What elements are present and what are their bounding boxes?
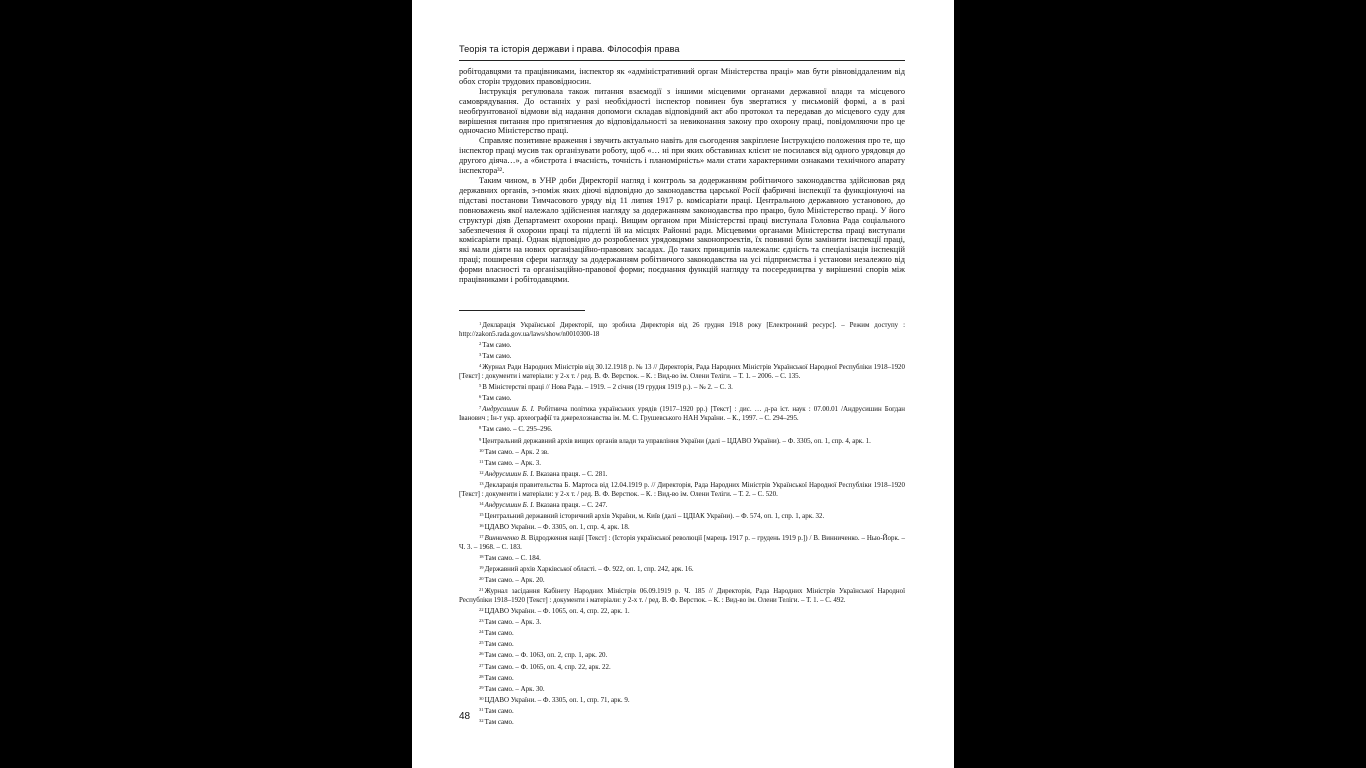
- footnote-number: 16: [479, 522, 484, 528]
- paragraph: Таким чином, в УНР доби Директорії нагляд і контроль за додержанням робітничого законодавства здійснював ряд державних органів, з-поміж яких діючі відповідно до законодавства царської Росії фабричні інспекції та функціонуючі на підставі постанови Тимчасового уряду від 11 липня 1917 р. комісаріати праці. Центральною державною установою, до повноважень якої належало здійснення нагляду за додержанням законодавства про працю, було Міністерство праці. У його структурі діяв Департамент охорони праці. Вищим органом при Міністерстві праці виступала Головна Рада соціального забезпечення й охорони праці та підлеглі їй на місцях Районні ради. Місцевими органами Міністерства праці виступали комісаріати праці. Однак відповідно до розроблених урядовцями законопроектів, їх повинні були замінити інспекції праці, які мали діяти на нових організаційно-правових засадах. До таких принципів належали: єдність та спеціалізація інспекцій праці; поширення сфери нагляду за додержанням робітничого законодавства на усі підприємства і установи незалежно від форми власності та організаційно-правової форми; поєднання функцій нагляду та посередництва у вирішенні спорів між працівниками і робітодавцями.: [459, 175, 905, 285]
- running-head: Теорія та історія держави і права. Філософія права: [459, 44, 680, 54]
- footnote: [459, 423, 905, 434]
- footnote: [459, 661, 905, 672]
- footnote-number: 20: [479, 576, 484, 582]
- footnote-number: 15: [479, 511, 484, 517]
- footnote-number: 6: [479, 394, 482, 400]
- footnote: [459, 435, 905, 446]
- footnote-author: Андрусишин Б. І.: [484, 500, 535, 509]
- footnote: [459, 403, 905, 423]
- footnote-number: 12: [479, 469, 484, 475]
- footnote: [459, 510, 905, 521]
- footnote: [459, 532, 905, 552]
- footnote-text: Там само. – Ф. 1065, оп. 4, спр. 22, арк. 22.: [484, 662, 611, 671]
- footnote-text: В Міністерстві праці // Нова Рада. – 1919. – 2 січня (19 грудня 1919 р.). – № 2. – С. 3.: [482, 383, 733, 392]
- footnote-number: 22: [479, 607, 484, 613]
- header-rule: [459, 60, 905, 61]
- footnote-text: Там само.: [484, 640, 514, 649]
- footnote-text: Там само.: [484, 717, 514, 726]
- footnote-text: Державний архів Харківської області. – Ф. 922, оп. 1, спр. 242, арк. 16.: [484, 565, 694, 574]
- footnote-text: Там само. – Арк. 30.: [484, 684, 545, 693]
- footnote: [459, 563, 905, 574]
- footnote-number: 27: [479, 662, 484, 668]
- footnote: [459, 574, 905, 585]
- footnote: [459, 585, 905, 605]
- footnote-number: 1: [479, 321, 482, 326]
- footnote-author: Андрусишин Б. І.: [482, 405, 535, 414]
- footnote-number: 3: [479, 352, 482, 358]
- footnote-number: 28: [479, 673, 484, 679]
- footnote: [459, 479, 905, 499]
- footnote-author: Андрусишин Б. І.: [484, 469, 535, 478]
- footnote: [459, 638, 905, 649]
- footnote-number: 5: [479, 383, 482, 389]
- footnote-text: Там само.: [482, 394, 512, 403]
- footnote: [459, 627, 905, 638]
- footnote: [459, 552, 905, 563]
- footnote-text: Центральний державний історичний архів України, м. Київ (далі – ЦДІАК України). – Ф. 574, оп. 1, спр. 1, арк. 32.: [484, 511, 825, 520]
- footnote: [459, 616, 905, 627]
- footnote-text: Там само. – Арк. 3.: [484, 618, 542, 627]
- footnote: [459, 716, 905, 727]
- footnote-text: Декларація правительства Б. Мартоса від 12.04.1919 р. // Директорія, Рада Народних Міністрів Української Народної Республіки 1918–1920 [Текст] : документи і матеріали: у 2-х т. / ред. В. Ф. Верстюк. – К. : Вид-во ім. Олени Теліги. – Т. 2. – С. 520.: [459, 480, 905, 498]
- footnote-text: Там само.: [484, 673, 514, 682]
- footnote-number: 30: [479, 695, 484, 701]
- footnote-number: 9: [479, 436, 482, 442]
- footnote-number: 26: [479, 651, 484, 657]
- footnote-text: Там само.: [484, 706, 514, 715]
- footnote-number: 8: [479, 425, 482, 431]
- page-number: 48: [459, 711, 471, 722]
- footnote-number: 14: [479, 500, 484, 506]
- footnote-text: Журнал засідання Кабінету Народних Міністрів 06.09.1919 р. Ч. 185 // Директорія, Рада Народних Міністрів Української Народної Республіки 1918–1920 [Текст] : документи і матеріали: у 2-х т. / ред. В. Ф. Верстюк. – К. : Вид-во ім. Олени Теліги. – Т. 1. – С. 492.: [459, 587, 905, 605]
- footnote-number: 17: [479, 533, 484, 539]
- footnote-text: ЦДАВО України. – Ф. 3305, оп. 1, спр. 4, арк. 18.: [484, 522, 630, 531]
- footnote: [459, 705, 905, 716]
- footnote-number: 19: [479, 565, 484, 571]
- footnote-text: Там само. – Арк. 3.: [484, 458, 542, 467]
- footnote: [459, 605, 905, 616]
- footnote-number: 23: [479, 618, 484, 624]
- footnote-number: 7: [479, 405, 482, 411]
- footnote-text: ЦДАВО України. – Ф. 3305, оп. 1, спр. 71, арк. 9.: [484, 695, 630, 704]
- footnote-number: 10: [479, 447, 484, 453]
- footnote: [459, 683, 905, 694]
- footnote-rule: [459, 310, 585, 311]
- footnote-text: Там само.: [482, 341, 512, 350]
- footnote-text: Центральний державний архів вищих органів влади та управління України (далі – ЦДАВО України). – Ф. 3305, оп. 1, спр. 4, арк. 1.: [482, 436, 871, 445]
- footnote-text: Вказана праця. – С. 247.: [534, 500, 608, 509]
- footnote-number: 2: [479, 341, 482, 347]
- footnote: [459, 339, 905, 350]
- footnote: [459, 649, 905, 660]
- footnote: [459, 694, 905, 705]
- footnote: [459, 446, 905, 457]
- footnote: [459, 350, 905, 361]
- footnote: [459, 521, 905, 532]
- footnote-number: 18: [479, 554, 484, 560]
- footnote-text: Там само. – Арк. 20.: [484, 576, 545, 585]
- footnote-text: Робітнича політика українських урядів (1917–1920 рр.) [Текст] : дис. … д-ра іст. наук : 07.00.01 /Андрусишин Богдан Іванович ; Ін-т укр. археографії та джерелознавства ім. М. С. Грушевського НАН України. – К., 1997. – С. 294–295.: [459, 405, 905, 423]
- footnote-text: Там само. – С. 295–296.: [482, 425, 553, 434]
- document-page: [412, 0, 954, 768]
- footnote: [459, 381, 905, 392]
- footnote: [459, 457, 905, 468]
- footnote: [459, 392, 905, 403]
- footnote-text: Відродження нації [Текст] : (Історія української революції [марець 1917 р. – грудень 1919 р.]) / В. Винниченко. – Нью-Йорк. – Ч. 3. – 1968. – С. 183.: [459, 533, 905, 551]
- footnote: [459, 499, 905, 510]
- footnote-number: 13: [479, 480, 484, 486]
- footnote: [459, 361, 905, 381]
- paragraph: Інструкція регулювала також питання взаємодії з іншими місцевими органами державної влади та місцевого самоврядування. До останніх у разі необхідності інспектор повинен був звертатися у письмовій формі, а в разі необґрунтованої відмови від надання допомоги складав відповідний акт або протокол та передавав до місцевого суду для вирішення питання про притягнення до відповідальності за невиконання закону про охорону праці, повідомляючи про це одночасно Міністерство праці.: [459, 86, 905, 136]
- footnote-number: 32: [479, 717, 484, 723]
- footnote: [459, 672, 905, 683]
- footnote: [459, 319, 905, 339]
- footnote-text: Там само.: [484, 629, 514, 638]
- footnote-text: Там само.: [482, 352, 512, 361]
- footnote-number: 11: [479, 458, 484, 464]
- footnote: [459, 468, 905, 479]
- footnote-text: Вказана праця. – С. 281.: [534, 469, 608, 478]
- footnote-text: Декларація Української Директорії, що зробила Директорія від 26 грудня 1918 року [Електронний ресурс]. – Режим доступу : http://zakon5.rada.gov.ua/laws/show/n0010300-18: [459, 321, 905, 339]
- body-text: [459, 67, 905, 285]
- paragraph: Справляє позитивне враження і звучить актуально навіть для сьогодення закріплене Інструкцією положення про те, що інспектор праці мусив так організувати роботу, щоб «… ні при яких обставинах клієнт не посилався від одного урядовця до другого діяча…», а «бистрота і вчасність, точність і планомірність» мали стати характерними ознаками технічного апарату інспектора³².: [459, 136, 905, 176]
- footnote-number: 24: [479, 629, 484, 635]
- footnote-number: 29: [479, 684, 484, 690]
- footnote-number: 4: [479, 363, 482, 369]
- footnotes: [459, 319, 905, 727]
- footnote-text: Там само. – Ф. 1063, оп. 2, спр. 1, арк. 20.: [484, 651, 608, 660]
- footnote-number: 25: [479, 640, 484, 646]
- footnote-text: Там само. – С. 184.: [484, 554, 541, 563]
- footnote-text: Журнал Ради Народних Міністрів від 30.12.1918 р. № 13 // Директорія, Рада Народних Міністрів Української Народної Республіки 1918–1920 [Текст] : документи і матеріали: у 2-х т. / ред. В. Ф. Верстюк. – К. : Вид-во ім. Олени Теліги. – Т. 1. – 2006. – С. 135.: [459, 363, 905, 381]
- footnote-text: ЦДАВО України. – Ф. 1065, оп. 4, спр. 22, арк. 1.: [484, 607, 630, 616]
- footnote-number: 21: [479, 587, 484, 593]
- footnote-text: Там само. – Арк. 2 зв.: [484, 447, 549, 456]
- footnote-author: Винниченко В.: [484, 533, 527, 542]
- footnote-number: 31: [479, 706, 484, 712]
- paragraph: робітодавцями та працівниками, інспектор як «адміністративний орган Міністерства праці» мав бути рівновіддаленим від обох сторін трудових правовідносин.: [459, 67, 905, 86]
